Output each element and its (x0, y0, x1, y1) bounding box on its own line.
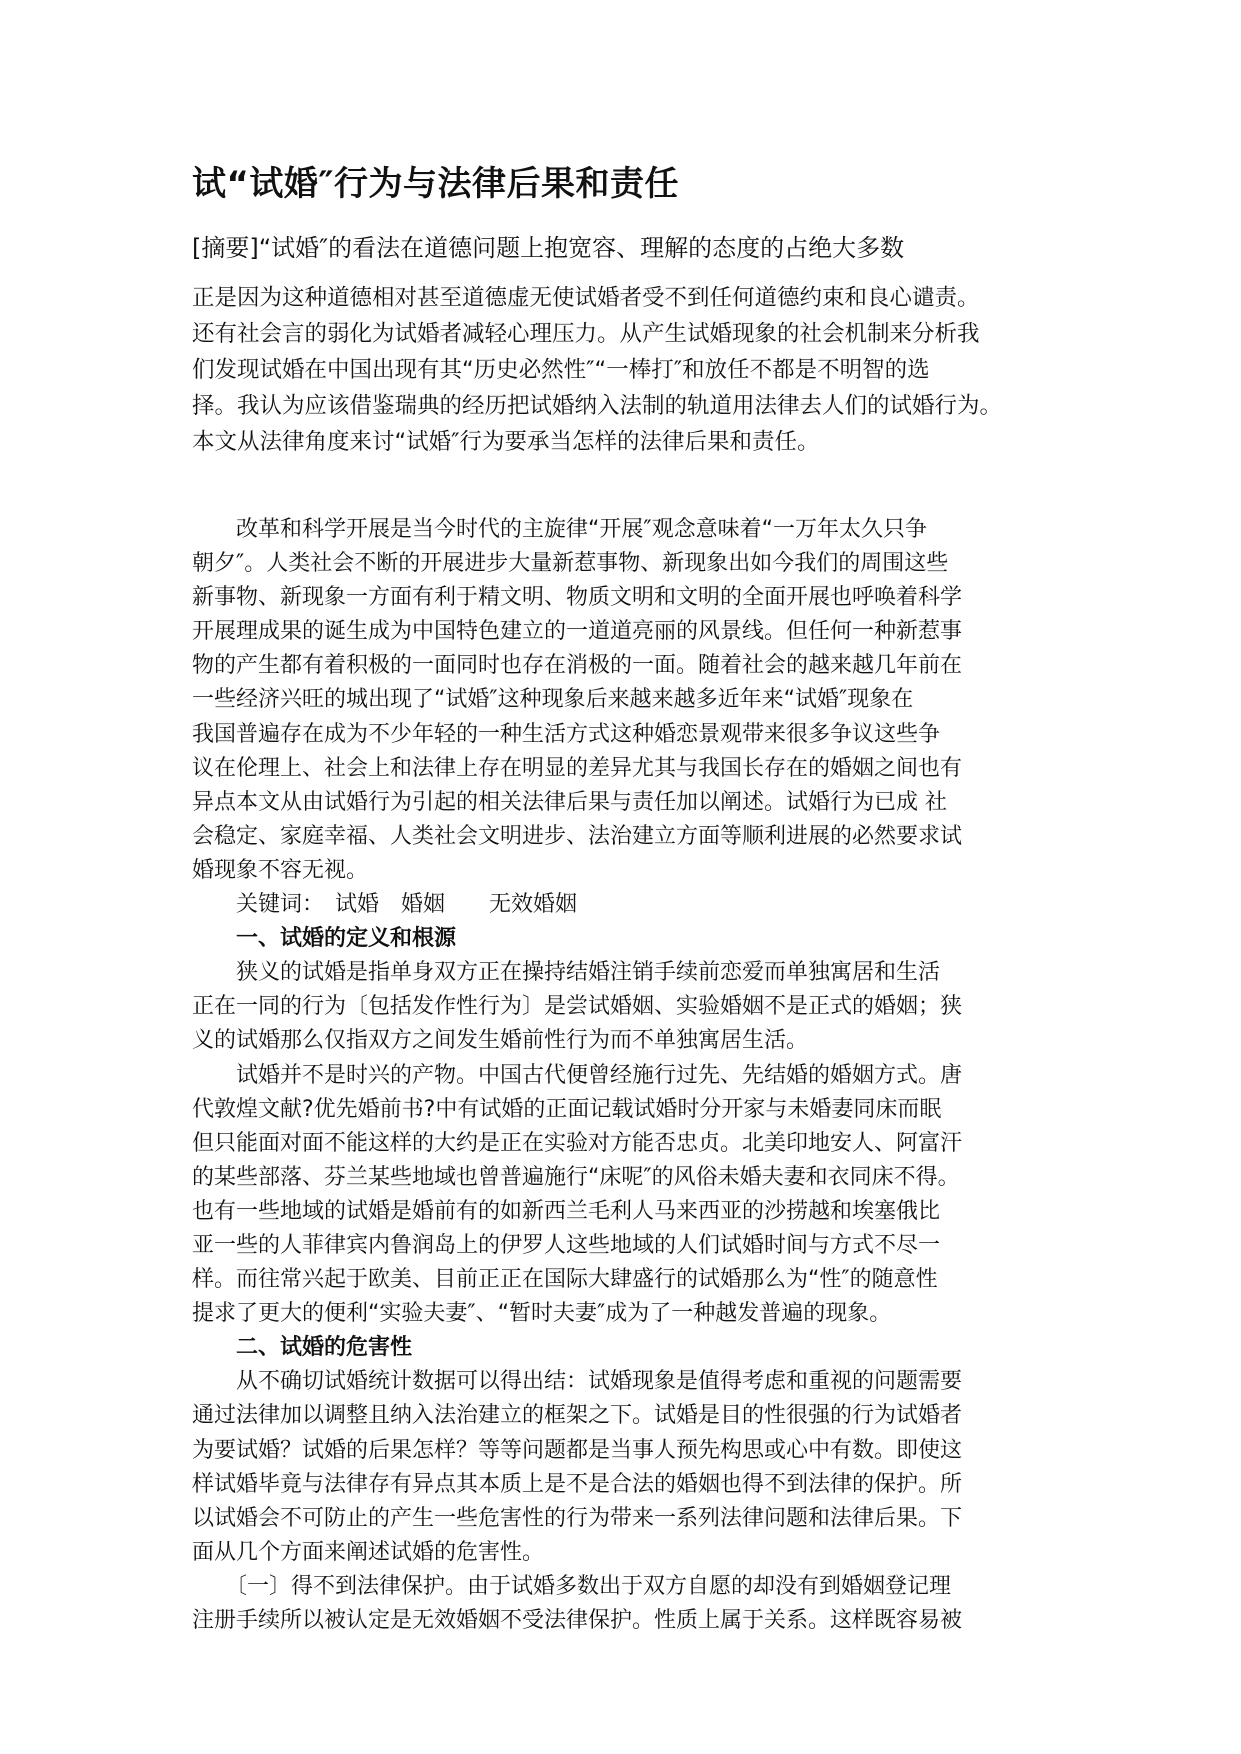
body-line: 义的试婚那么仅指双方之间发生婚前性行为而不单独寓居生活。 (192, 1028, 809, 1054)
section-heading-1: 一、试婚的定义和根源 (192, 926, 457, 952)
body-line: 的某些部落、芬兰某些地域也曾普遍施行“床呢″的风俗未婚夫妻和衣同床不得。 (192, 1164, 960, 1190)
body-line: 为要试婚？试婚的后果怎样？等等问题都是当事人预先构思或心中有数。即使这 (192, 1437, 963, 1463)
abstract-body (192, 280, 1072, 460)
abstract-line: 正是因为这种道德相对甚至道德虚无使试婚者受不到任何道德约束和良心谴责。 (192, 285, 980, 311)
abstract-heading: [摘要]“试婚″的看法在道德问题上抱宽容、理解的态度的占绝大多数 (192, 234, 905, 262)
body-line: 样。而往常兴起于欧美、目前正正在国际大肆盛行的试婚那么为“性″的随意性 (192, 1267, 938, 1293)
body-line: 〔一〕得不到法律保护。由于试婚多数出于双方自愿的却没有到婚姻登记理 (192, 1573, 952, 1599)
body-line: 注册手续所以被认定是无效婚姻不受法律保护。性质上属于关系。这样既容易被 (192, 1608, 963, 1633)
body-line: 正在一同的行为〔包括发作性行为〕是尝试婚姻、实验婚姻不是正式的婚姻；狭 (192, 994, 963, 1020)
body-line: 一些经济兴旺的城出现了“试婚″这种现象后来越来越多近年来“试婚″现象在 (192, 687, 914, 713)
body-line: 样试婚毕竟与法律存有异点其本质上是不是合法的婚姻也得不到法律的保护。所 (192, 1471, 963, 1497)
abstract-line: 本文从法律角度来讨“试婚″行为要承当怎样的法律后果和责任。 (192, 429, 820, 455)
body-line: 会稳定、家庭幸福、人类社会文明进步、法治建立方面等顺利进展的必然要求试 (192, 823, 963, 849)
section-heading-2: 二、试婚的危害性 (192, 1335, 413, 1361)
body-line: 婚现象不容无视。 (192, 857, 369, 883)
body-line: 以试婚会不可防止的产生一些危害性的行为带来一系列法律问题和法律后果。下 (192, 1505, 963, 1531)
body-line: 议在伦理上、社会上和法律上存在明显的差异尤其与我国长存在的婚姻之间也有 (192, 755, 963, 781)
body-line: 开展理成果的诞生成为中国特色建立的一道道亮丽的风景线。但任何一种新惹事 (192, 619, 963, 645)
body-line: 我国普遍存在成为不少年轻的一种生活方式这种婚恋景观带来很多争议这些争 (192, 721, 941, 747)
body-line: 狭义的试婚是指单身双方正在操持结婚注销手续前恋爱而单独寓居和生活 (192, 960, 941, 986)
body-line: 亚一些的人菲律宾内鲁润岛上的伊罗人这些地域的人们试婚时间与方式不尽一 (192, 1232, 941, 1258)
document-title: 试“试婚″行为与法律后果和责任 (192, 164, 680, 204)
body-line: 新事物、新现象一方面有利于精文明、物质文明和文明的全面开展也呼唤着科学 (192, 585, 963, 611)
body-line: 异点本文从由试婚行为引起的相关法律后果与责任加以阐述。试婚行为已成 社 (192, 789, 947, 815)
body-line: 朝夕″。人类社会不断的开展进步大量新惹事物、新现象出如今我们的周围这些 (192, 551, 949, 577)
body-line: 面从几个方面来阐述试婚的危害性。 (192, 1539, 545, 1565)
abstract-line: 择。我认为应该借鉴瑞典的经历把试婚纳入法制的轨道用法律去人们的试婚行为。 (192, 393, 1003, 419)
body-line: 提求了更大的便利“实验夫妻″、“暂时夫妻″成为了一种越发普遍的现象。 (192, 1301, 892, 1327)
body-line: 通过法律加以调整且纳入法治建立的框架之下。试婚是目的性很强的行为试婚者 (192, 1403, 963, 1429)
body-line: 物的产生都有着积极的一面同时也存在消极的一面。随着社会的越来越几年前在 (192, 653, 963, 679)
body-line: 代敦煌文献?优先婚前书?中有试婚的正面记载试婚时分开家与未婚妻同床而眠 (192, 1096, 942, 1122)
body-line: 改革和科学开展是当今时代的主旋律“开展″观念意味着“一万年太久只争 (192, 517, 928, 542)
body-line: 但只能面对面不能这样的大约是正在实验对方能否忠贞。北美印地安人、阿富汗 (192, 1130, 963, 1156)
body-line: 也有一些地域的试婚是婚前有的如新西兰毛利人马来西亚的沙捞越和埃塞俄比 (192, 1198, 941, 1224)
abstract-line: 们发现试婚在中国出现有其“历史必然性″“一棒打″和放任不都是不明智的选 (192, 357, 930, 383)
body-text (192, 513, 1062, 1638)
body-line: 从不确切试婚统计数据可以得出结：试婚现象是值得考虑和重视的问题需要 (192, 1369, 963, 1395)
abstract-line: 还有社会言的弱化为试婚者减轻心理压力。从产生试婚现象的社会机制来分析我 (192, 321, 980, 347)
body-line: 试婚并不是时兴的产物。中国古代便曾经施行过先、先结婚的婚姻方式。唐 (192, 1062, 963, 1088)
keywords-line: 关键词： 试婚 婚姻 无效婚姻 (192, 892, 578, 918)
